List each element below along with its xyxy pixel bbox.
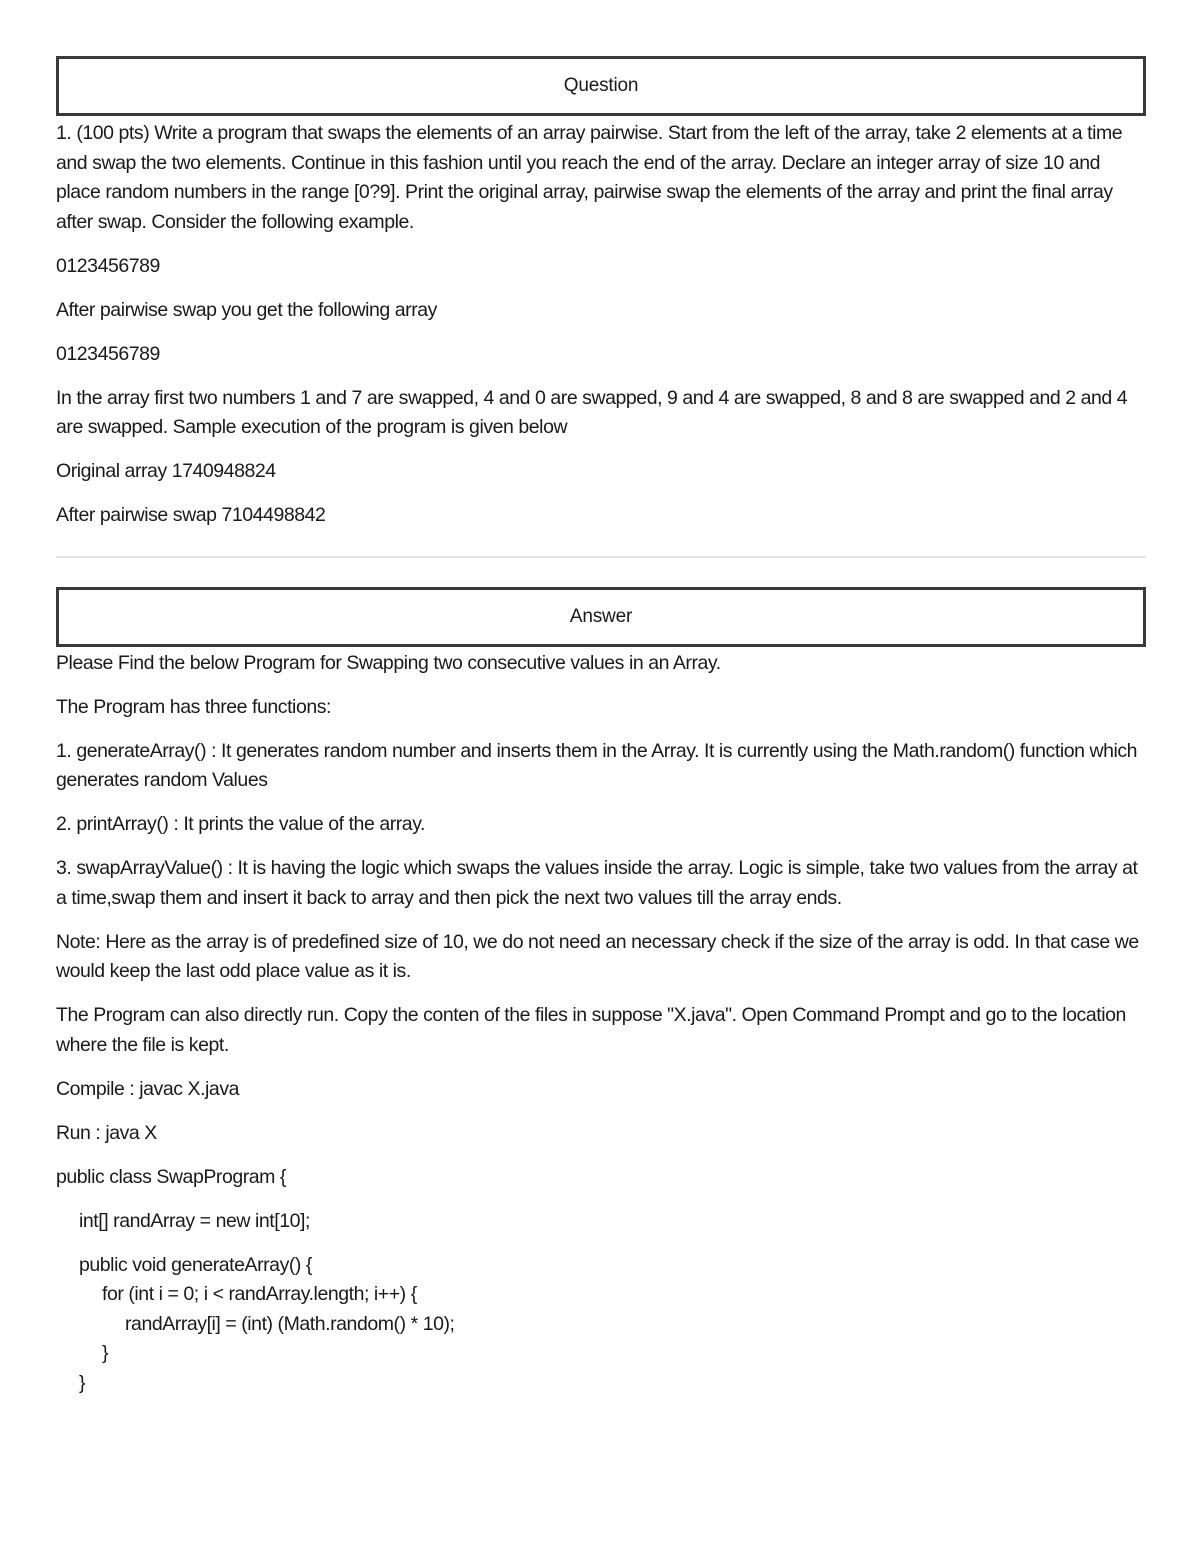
question-text: After pairwise swap you get the following array <box>56 298 437 321</box>
answer-header-label: Answer <box>569 605 633 627</box>
question-header <box>56 56 1146 116</box>
example-array: 0123456789 <box>56 254 160 277</box>
code-field-declaration <box>56 1207 1146 1237</box>
code-line: } <box>79 1371 86 1394</box>
code-class-declaration <box>56 1163 1146 1193</box>
answer-body <box>56 649 1146 1399</box>
code-line: int[] randArray = new int[10]; <box>79 1209 310 1232</box>
code-line: for (int i = 0; i < randArray.length; i++) { <box>102 1283 417 1305</box>
answer-text: 1. generateArray() : It generates random number and inserts them in the Array. It is currently using the Math.random() function which generates random Values <box>56 739 1138 791</box>
question-header-label: Question <box>563 75 639 96</box>
code-line: public void generateArray() { <box>79 1253 312 1276</box>
code-method-generate-array <box>56 1251 1146 1399</box>
answer-text: Please Find the below Program for Swapping two consecutive values in an Array. <box>56 651 721 674</box>
answer-text: 2. printArray() : It prints the value of the array. <box>56 813 426 835</box>
code-line: } <box>102 1342 109 1364</box>
answer-text: Note: Here as the array is of predefined size of 10, we do not need an necessary check if the size of the array is odd. In that case we would keep the last odd place value as it is. <box>56 930 1139 982</box>
compile-command: Compile : javac X.java <box>56 1077 240 1100</box>
answer-text: The Program can also directly run. Copy the conten of the files in suppose "X.java". Open Command Prompt and go to the location where the file is kept. <box>56 1004 1126 1056</box>
sample-output: After pairwise swap 7104498842 <box>56 504 326 526</box>
question-text: 1. (100 pts) Write a program that swaps the elements of an array pairwise. Start from the left of the array, take 2 elements at a time and swap the two elements. Continue in this fashion until you reach the end of the array. Declare an integer array of size 10 and place random numbers in the range [0?9]. Print the original array, pairwise swap the elements of the array and print the final array after swap. Consider the following example. <box>56 122 1123 233</box>
run-command: Run : java X <box>56 1121 157 1144</box>
document-page <box>56 56 1146 1413</box>
question-text: In the array first two numbers 1 and 7 are swapped, 4 and 0 are swapped, 9 and 4 are swapped, 8 and 8 are swapped and 2 and 4 are swapped. Sample execution of the program is given below <box>56 386 1128 438</box>
sample-output: Original array 1740948824 <box>56 460 276 482</box>
example-array: 0123456789 <box>56 342 160 365</box>
code-line: public class SwapProgram { <box>56 1165 286 1188</box>
answer-header <box>56 587 1146 647</box>
answer-text: 3. swapArrayValue() : It is having the logic which swaps the values inside the array. Logic is simple, take two values from the array at a time,swap them and insert it back to array and then pick the next two values till the array ends. <box>56 857 1138 909</box>
section-divider <box>56 556 1146 558</box>
question-body <box>56 119 1146 531</box>
code-line: randArray[i] = (int) (Math.random() * 10); <box>125 1312 455 1335</box>
answer-text: The Program has three functions: <box>56 695 331 718</box>
